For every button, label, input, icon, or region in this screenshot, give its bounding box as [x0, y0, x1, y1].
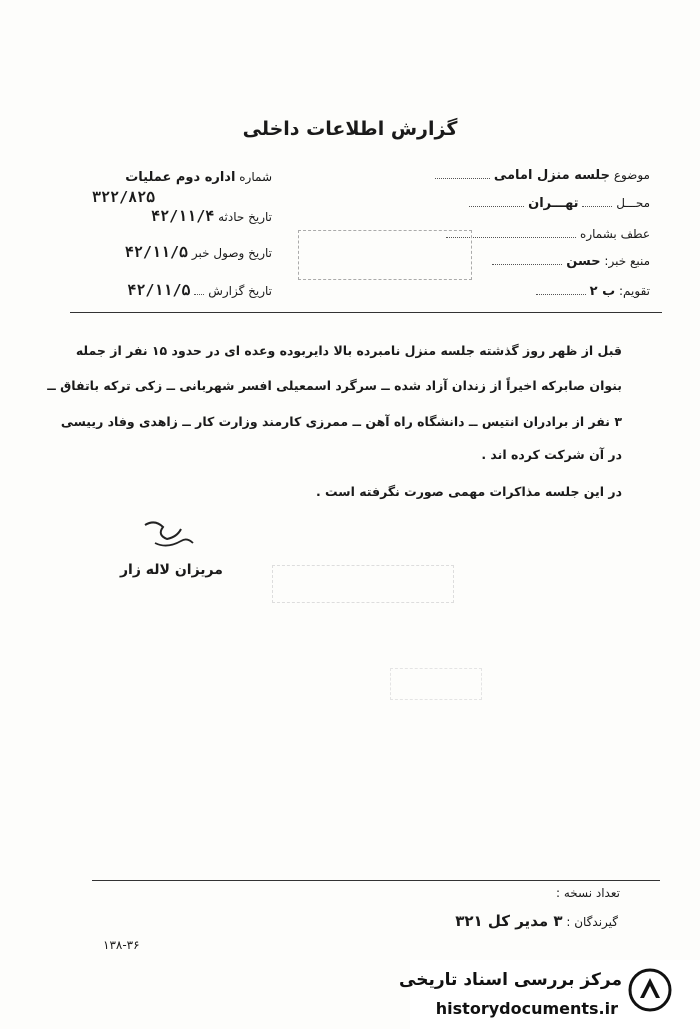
- location-dots-b: [469, 196, 524, 207]
- subject-value: جلسه منزل امامی: [493, 168, 610, 183]
- number-row: [125, 170, 272, 185]
- incident-date-row: [151, 207, 272, 225]
- report-date-label: تاریخ گزارش: [208, 284, 272, 298]
- body-line-3: ۳ نفر از برادران انتیس ــ دانشگاه راه آهن ــ ممرزی کارمند وزارت کار ــ زاهدی وفاد رییسی: [60, 414, 622, 429]
- source-value: حسن: [566, 254, 601, 269]
- subject-row: [435, 168, 650, 183]
- footer-divider: [92, 880, 660, 881]
- received-date-row: [125, 243, 272, 261]
- signature-scribble: [115, 515, 265, 590]
- number-code: ۳۲۲/۸۲۵: [92, 188, 156, 206]
- evaluation-row: [536, 284, 650, 299]
- watermark-url: historydocuments.ir: [435, 999, 618, 1018]
- document-title: گزارش اطلاعات داخلی: [242, 118, 458, 140]
- attach-label: عطف بشماره: [580, 227, 650, 241]
- recipients-value: ۳ مدیر کل ۳۲۱: [455, 912, 563, 930]
- number-value: اداره دوم عملیات: [125, 170, 236, 185]
- watermark-center-name: مرکز بررسی اسناد تاریخی: [399, 970, 622, 990]
- incident-date-label: تاریخ حادثه: [218, 210, 272, 224]
- location-dots-a: [582, 196, 612, 207]
- attach-row: [446, 227, 650, 241]
- received-date-label: تاریخ وصول خبر: [191, 246, 272, 260]
- bottom-code: ۱۳۸-۳۶: [103, 938, 140, 952]
- subject-label: موضوع: [613, 168, 650, 182]
- subject-dots: [435, 168, 490, 179]
- body-line-5: در این جلسه مذاکرات مهمی صورت نگرفته است .: [315, 484, 622, 499]
- copies-label: تعداد نسخه :: [555, 886, 620, 900]
- evaluation-dots: [536, 284, 586, 295]
- header-divider: [70, 312, 662, 313]
- recipients-row: [455, 912, 618, 930]
- location-label: محـــل: [616, 196, 650, 210]
- source-row: [492, 254, 650, 269]
- location-value: تهـــران: [528, 196, 579, 211]
- recipients-label: گیرندگان :: [566, 915, 618, 929]
- source-dots: [492, 254, 562, 265]
- ghost-mark-2: [390, 668, 482, 700]
- archive-logo-icon: [628, 968, 672, 1012]
- received-date-value: ۴۲/۱۱/۵: [124, 243, 189, 261]
- report-date-dots: [194, 284, 204, 295]
- report-date-row: [127, 281, 272, 299]
- evaluation-label: تقویم:: [619, 284, 650, 298]
- faint-stamp: [298, 230, 472, 280]
- report-date-value: ۴۲/۱۱/۵: [127, 281, 191, 299]
- signature-text: مریزان لاله زار: [120, 562, 223, 578]
- number-label: شماره: [239, 170, 272, 184]
- ghost-mark-1: [272, 565, 454, 603]
- body-line-4: در آن شرکت کرده اند .: [481, 447, 622, 462]
- body-line-2: بنوان صابرکه اخیراً از زندان آزاد شده ــ سرگرد اسمعیلی افسر شهربانی ــ زکی ترکه باتفاق ــ: [47, 378, 622, 393]
- source-label: منبع خبر:: [604, 254, 650, 268]
- evaluation-value: ب ۲: [589, 284, 616, 299]
- location-row: [469, 196, 650, 211]
- incident-date-value: ۴۲/۱۱/۴: [151, 207, 215, 225]
- body-line-1: قبل از ظهر روز گذشته جلسه منزل نامبرده بالا دایربوده وعده ای در حدود ۱۵ نفر از جمله: [75, 343, 622, 358]
